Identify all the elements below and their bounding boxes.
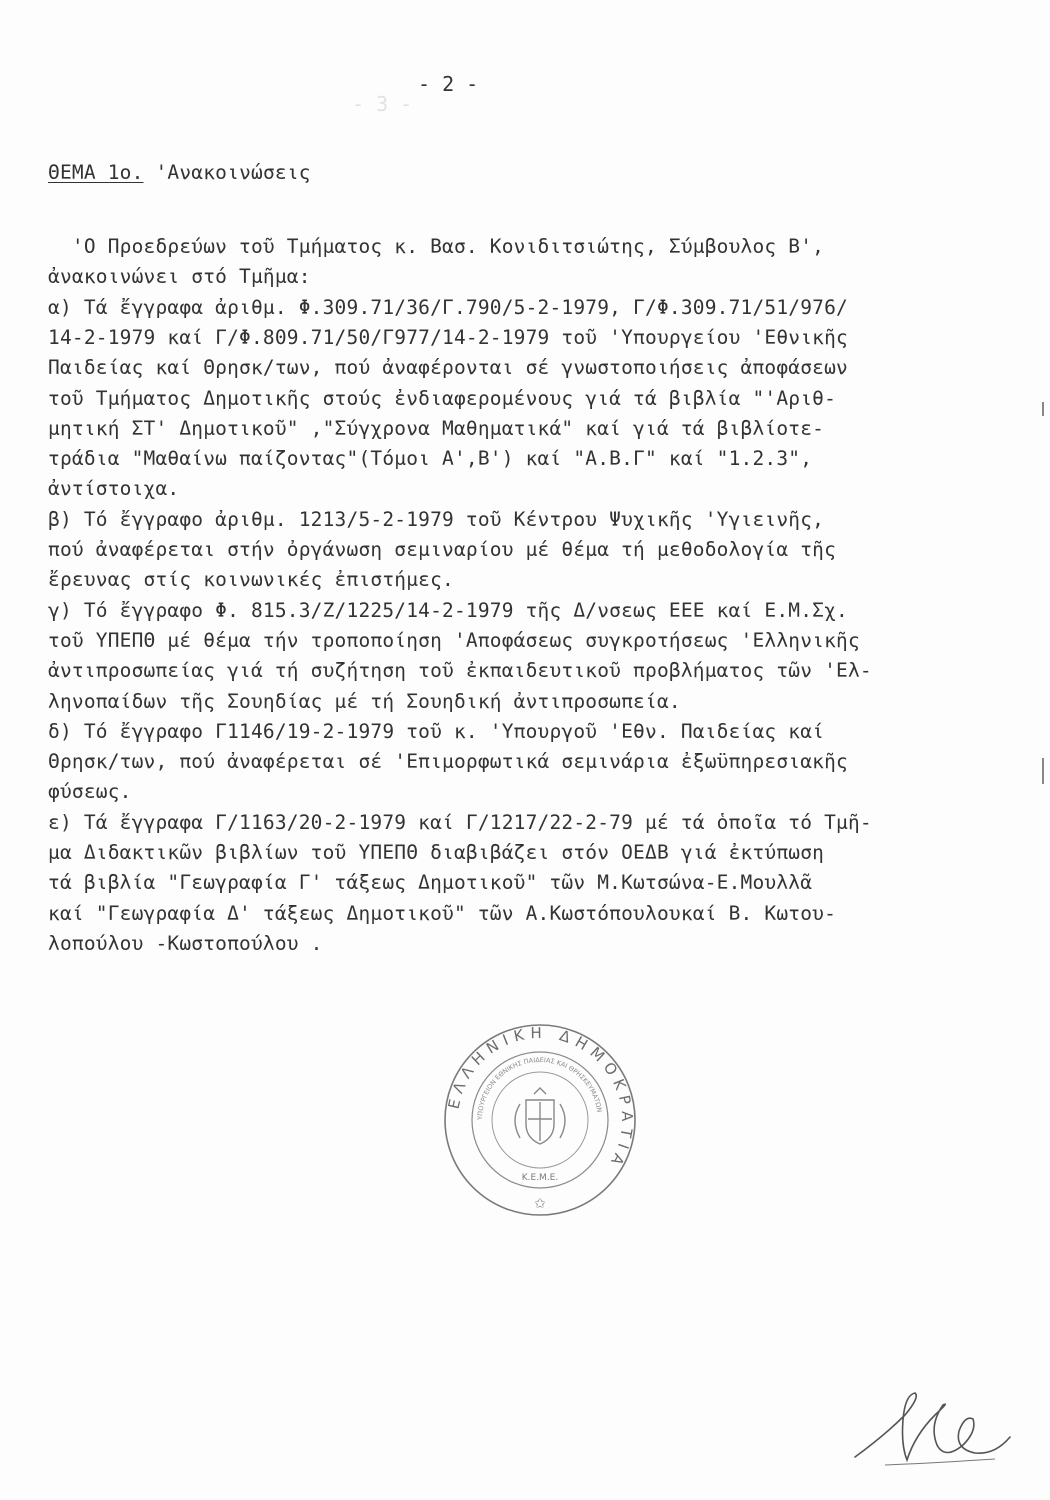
star-icon: ✩ [534,1196,546,1212]
seal-bottom-text: Κ.Ε.Μ.Ε. [521,1173,559,1183]
body-line: γ) Τό ἔγγραφο Φ. 815.3/Ζ/1225/14-2-1979 τῆς Δ/νσεως ΕΕΕ καί Ε.Μ.Σχ. [48,598,848,622]
margin-mark [1042,758,1044,784]
body-line: Παιδείας καί Θρησκ/των, πού ἀναφέρονται σέ γνωστοποιήσεις ἀποφάσεων [48,356,848,380]
body-line: τοῦ ΥΠΕΠΘ μέ θέμα τήν τροποποίηση 'Αποφάσεως συγκροτήσεως 'Ελληνικῆς [48,628,860,652]
seal-inner-ring-text: ΥΠΟΥΡΓΕΙΟΝ ΕΘΝΙΚΗΣ ΠΑΙΔΕΙΑΣ ΚΑΙ ΘΡΗΣΚΕΥΜΑΤΩΝ [475,1055,604,1121]
body-line: πού ἀναφέρεται στήν ὀργάνωση σεμιναρίου μέ θέμα τή μεθοδολογία τῆς [48,538,837,561]
body-line: ἔρευνας στίς κοινωνικές ἐπιστήμες. [48,568,454,592]
body-line: ληνοπαίδων τῆς Σουηδίας μέ τή Σουηδική ἀντιπροσωπεία. [48,689,681,713]
page-number: - 2 - [418,72,479,96]
body-line: Θρησκ/των, πού ἀναφέρεται σέ 'Επιμορφωτικά σεμινάρια ἐξωϋπηρεσιακῆς [48,750,848,774]
official-seal [440,1020,640,1220]
seal-ring-text: ΕΛΛΗΝΙΚΗ ΔΗΜΟΚΡΑΤΙΑ [444,1023,637,1174]
coat-of-arms-icon [515,1088,565,1144]
body-line: τράδια "Μαθαίνω παίζοντας"(Τόμοι Α',Β') καί "Α.Β.Γ" καί "1.2.3", [48,447,813,471]
body-line: ἀντιπροσωπείας γιά τή συζήτηση τοῦ ἐκπαιδευτικοῦ προβλήματος τῶν 'Ελ- [48,659,872,683]
svg-text:ΕΛΛΗΝΙΚΗ ΔΗΜΟΚΡΑΤΙΑ [445,1024,636,1173]
body-line: α) Τά ἔγγραφα ἀριθμ. Φ.309.71/36/Γ.790/5-2-1979, Γ/Φ.309.71/51/976/ [48,295,848,319]
body-line: μητική ΣΤ' Δημοτικοῦ" ,"Σύγχρονα Μαθηματικά" καί γιά τά βιβλίοτε- [48,416,825,440]
body-line: τά βιβλία "Γεωγραφία Γ' τάξεως Δημοτικοῦ" τῶν Μ.Κωτσώνα-Ε.Μουλλᾶ [48,871,813,895]
body-line: τοῦ Τμήματος Δημοτικῆς στούς ἐνδιαφερομένους γιά τά βιβλία "'Αριθ- [48,386,837,410]
signature-icon [845,1375,1015,1475]
body-line: μα Διδακτικῶν βιβλίων τοῦ ΥΠΕΠΘ διαβιβάζει στόν ΟΕΔΒ γιά ἐκτύπωση [48,841,825,864]
body-line: ε) Τά ἔγγραφα Γ/1163/20-2-1979 καί Γ/1217/22-2-79 μέ τά ὁποῖα τό Τμῆ- [48,810,872,834]
body-line: φύσεως. [48,780,132,804]
ghost-page-number: - 3 - [352,92,413,116]
body-line: 14-2-1979 καί Γ/Φ.809.71/50/Γ977/14-2-1979 τοῦ 'Υπουργείου 'Εθνικῆς [48,325,848,349]
body-line: λοπούλου -Κωστοπούλου . [48,931,323,955]
heading-label: ΘΕΜΑ 1ο. [48,161,144,184]
body-line: β) Τό ἔγγραφο ἀριθμ. 1213/5-2-1979 τοῦ Κέντρου Ψυχικῆς 'Υγιεινῆς, [48,507,825,531]
body-line: ἀνακοινώνει στό Τμῆμα: [48,265,311,289]
section-heading [48,160,311,186]
margin-mark [1042,402,1044,416]
body-line: καί "Γεωγραφία Δ' τάξεως Δημοτικοῦ" τῶν Α.Κωστόπουλουκαί Β. Κωτου- [48,901,837,925]
heading-title: 'Ανακοινώσεις [155,161,311,184]
body-line: δ) Τό ἔγγραφο Γ1146/19-2-1979 τοῦ κ. 'Υπουργοῦ 'Εθν. Παιδείας καί [48,719,825,743]
body-line: ἀντίστοιχα. [48,477,180,501]
body-line: 'Ο Προεδρεύων τοῦ Τμήματος κ. Βασ. Κονιδιτσιώτης, Σύμβουλος Β', [48,235,825,258]
